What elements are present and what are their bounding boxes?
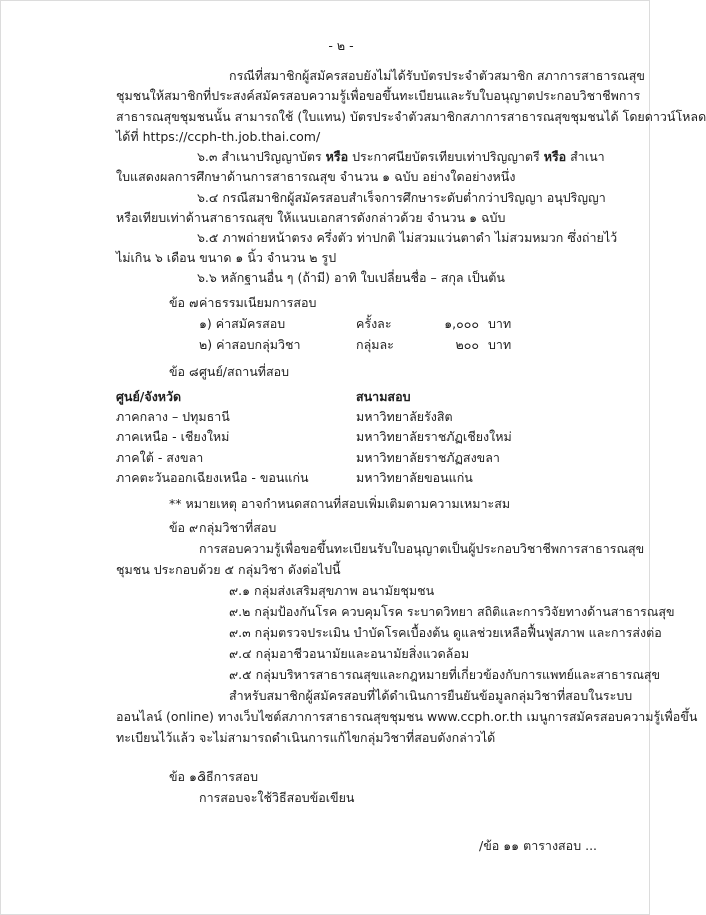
intro-download-url-line: ได้ที่ https://ccph-th.job.thai.com/ (116, 129, 321, 144)
fee-unit: ครั้งละ (356, 316, 392, 331)
venue-table-header (116, 389, 566, 405)
item-9-body-line-2: ชุมชน ประกอบด้วย ๕ กลุ่มวิชา ดังต่อไปนี้ (116, 562, 341, 577)
venue-table-row (116, 409, 566, 425)
venue-table-row (116, 470, 566, 486)
subject-group-9-5: ๙.๕ กลุ่มบริหารสาธารณสุขและกฎหมายที่เกี่ยวข้องกับการแพทย์และสาธารณสุข (229, 667, 661, 682)
item-6-4-line-1: ๖.๔ กรณีสมาชิกผู้สมัครสอบสำเร็จการศึกษาระดับต่ำกว่าปริญญา อนุปริญญา (197, 190, 606, 205)
venue-site: มหาวิทยาลัยรังสิต (356, 409, 453, 424)
item-6-3-text-c: สำเนา (570, 149, 605, 164)
fee-currency: บาท (488, 316, 512, 331)
item-6-3-or-1: หรือ (325, 149, 349, 164)
venue-table-row (116, 429, 566, 445)
item-6-5-line-2: ไม่เกิน ๖ เดือน ขนาด ๑ นิ้ว จำนวน ๒ รูป (116, 250, 337, 265)
venue-site: มหาวิทยาลัยขอนแก่น (356, 470, 473, 485)
venue-site: มหาวิทยาลัยราชภัฏเชียงใหม่ (356, 429, 512, 444)
item-7-title: ค่าธรรมเนียมการสอบ (199, 295, 317, 310)
fee-row-application (199, 316, 529, 332)
fee-amount: ๑,๐๐๐ (444, 316, 479, 331)
venue-region: ภาคตะวันออกเฉียงเหนือ - ขอนแก่น (116, 470, 309, 485)
fee-name: ๑) ค่าสมัครสอบ (199, 316, 286, 331)
fee-currency: บาท (488, 337, 512, 352)
subject-group-9-3: ๙.๓ กลุ่มตรวจประเมิน บำบัดโรคเบื้องต้น ดูแลช่วยเหลือฟื้นฟูสภาพ และการส่งต่อ (229, 625, 662, 640)
venue-header-site: สนามสอบ (356, 389, 411, 404)
item-9-note-line-2: ออนไลน์ (online) ทางเว็บไซต์สภาการสาธารณสุขชุมชน www.ccph.or.th เมนูการสมัครสอบความรู้เพื่อขึ้น (116, 709, 698, 724)
item-6-3-line-2: ใบแสดงผลการศึกษาด้านการสาธารณสุข จำนวน ๑ ฉบับ อย่างใดอย่างหนึ่ง (116, 169, 516, 184)
item-6-5-line-1: ๖.๕ ภาพถ่ายหน้าตรง ครึ่งตัว ท่าปกติ ไม่สวมแว่นตาดำ ไม่สวมหมวก ซึ่งถ่ายไว้ (197, 230, 618, 245)
item-6-6-line-1: ๖.๖ หลักฐานอื่น ๆ (ถ้ามี) อาทิ ใบเปลี่ยนชื่อ – สกุล เป็นต้น (197, 270, 505, 285)
subject-group-9-1: ๙.๑ กลุ่มส่งเสริมสุขภาพ อนามัยชุมชน (229, 583, 435, 598)
venue-region: ภาคใต้ - สงขลา (116, 450, 204, 465)
item-10-title: วิธีการสอบ (199, 769, 259, 784)
venue-header-center: ศูนย์/จังหวัด (116, 389, 182, 404)
page-number: - ๒ - (328, 38, 354, 53)
item-6-3-text-b: ประกาศนียบัตรเทียบเท่าปริญญาตรี (352, 149, 540, 164)
venue-region: ภาคเหนือ - เชียงใหม่ (116, 429, 230, 444)
item-10-label: ข้อ ๑๐ (169, 769, 205, 784)
fee-amount: ๒๐๐ (455, 337, 479, 352)
subject-group-9-2: ๙.๒ กลุ่มป้องกันโรค ควบคุมโรค ระบาดวิทยา สถิติและการวิจัยทางด้านสาธารณสุข (229, 604, 675, 619)
item-9-note-line-3: ทะเบียนไว้แล้ว จะไม่สามารถดำเนินการแก้ไขกลุ่มวิชาที่สอบดังกล่าวได้ (116, 730, 496, 745)
fee-unit: กลุ่มละ (356, 337, 394, 352)
item-6-3-or-2: หรือ (543, 149, 567, 164)
item-9-label: ข้อ ๙ (169, 520, 199, 535)
item-9-title: กลุ่มวิชาที่สอบ (199, 520, 277, 535)
item-8-label: ข้อ ๘ (169, 364, 199, 379)
item-6-3-line-1 (197, 149, 635, 165)
intro-line-1: กรณีที่สมาชิกผู้สมัครสอบยังไม่ได้รับบัตรประจำตัวสมาชิก สภาการสาธารณสุข (229, 68, 645, 83)
continuation-marker: /ข้อ ๑๑ ตารางสอบ ... (479, 838, 598, 853)
item-8-title: ศูนย์/สถานที่สอบ (199, 364, 290, 379)
item-9-body-line-1: การสอบความรู้เพื่อขอขึ้นทะเบียนรับใบอนุญาตเป็นผู้ประกอบวิชาชีพการสาธารณสุข (199, 541, 645, 556)
venue-note: ** หมายเหตุ อาจกำหนดสถานที่สอบเพิ่มเติมตามความเหมาะสม (169, 496, 511, 511)
item-7-label: ข้อ ๗ (169, 295, 199, 310)
item-6-4-line-2: หรือเทียบเท่าด้านสาธารณสุข ให้แนบเอกสารดังกล่าวด้วย จำนวน ๑ ฉบับ (116, 210, 506, 225)
item-6-3-text-a: ๖.๓ สำเนาปริญญาบัตร (197, 149, 322, 164)
venue-region: ภาคกลาง – ปทุมธานี (116, 409, 230, 424)
intro-line-3: สาธารณสุขชุมชนนั้น สามารถใช้ (ใบแทน) บัตรประจำตัวสมาชิกสภาการสาธารณสุขชุมชนได้ โดยดาวน์โหลด (116, 109, 706, 124)
item-9-note-line-1: สำหรับสมาชิกผู้สมัครสอบที่ได้ดำเนินการยืนยันข้อมูลกลุ่มวิชาที่สอบในระบบ (229, 688, 633, 703)
subject-group-9-4: ๙.๔ กลุ่มอาชีวอนามัยและอนามัยสิ่งแวดล้อม (229, 646, 470, 661)
venue-site: มหาวิทยาลัยราชภัฏสงขลา (356, 450, 500, 465)
fee-row-subject-group (199, 337, 529, 353)
fee-name: ๒) ค่าสอบกลุ่มวิชา (199, 337, 301, 352)
item-10-body: การสอบจะใช้วิธีสอบข้อเขียน (199, 790, 355, 805)
venue-table-row (116, 450, 566, 466)
intro-line-2: ชุมชนให้สมาชิกที่ประสงค์สมัครสอบความรู้เพื่อขอขึ้นทะเบียนและรับใบอนุญาตประกอบวิชาชีพการ (116, 88, 641, 103)
